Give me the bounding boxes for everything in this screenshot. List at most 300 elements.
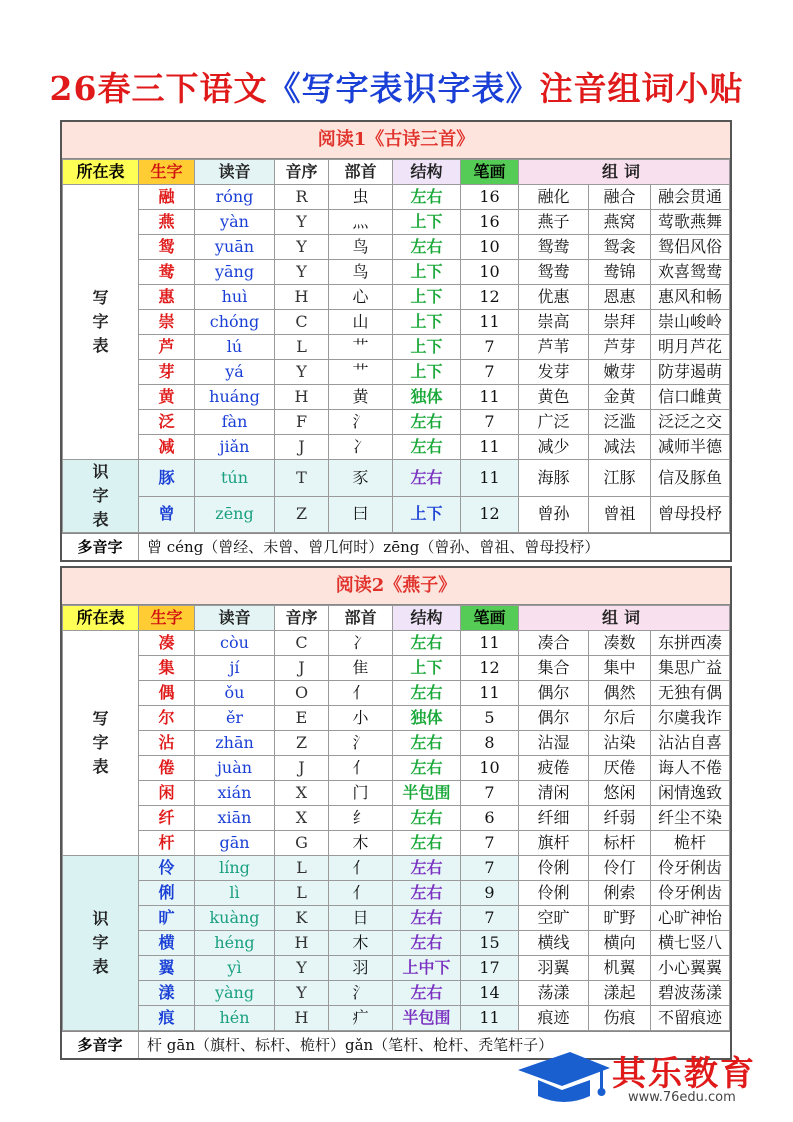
word-1-cell: 曾孙 [519,496,589,533]
sound-order-cell: H [275,931,329,956]
character-cell: 伶 [139,856,195,881]
word-1-cell: 优惠 [519,285,589,310]
character-table [62,159,730,533]
pinyin-cell: chóng [195,310,275,335]
word-3-cell: 心旷神怡 [651,906,730,931]
strokes-cell: 14 [461,981,519,1006]
write-table-row [63,831,730,856]
strokes-cell: 12 [461,656,519,681]
header-location: 所在表 [63,606,139,631]
word-3-cell: 防芽遏萌 [651,360,730,385]
word-2-cell: 金黄 [589,385,651,410]
word-3-cell: 沾沾自喜 [651,731,730,756]
structure-cell: 左右 [393,856,461,881]
word-3-cell: 无独有偶 [651,681,730,706]
pinyin-cell: róng [195,185,275,210]
pinyin-cell: yāng [195,260,275,285]
sound-order-cell: L [275,881,329,906]
character-cell: 曾 [139,496,195,533]
header-structure: 结构 [393,160,461,185]
word-1-cell: 减少 [519,435,589,460]
radical-cell: 亻 [329,681,393,706]
header-radical: 部首 [329,160,393,185]
character-cell: 旷 [139,906,195,931]
strokes-cell: 7 [461,410,519,435]
strokes-cell: 15 [461,931,519,956]
structure-cell: 上下 [393,656,461,681]
structure-cell: 左右 [393,681,461,706]
radical-cell: 鸟 [329,260,393,285]
word-3-cell: 伶牙俐齿 [651,856,730,881]
structure-cell: 上下 [393,335,461,360]
word-3-cell: 减师半德 [651,435,730,460]
recog-table-row [63,496,730,533]
strokes-cell: 11 [461,681,519,706]
pinyin-cell: gān [195,831,275,856]
structure-cell: 左右 [393,460,461,497]
strokes-cell: 11 [461,310,519,335]
sound-order-cell: T [275,460,329,497]
word-1-cell: 沾湿 [519,731,589,756]
recog-table-row [63,981,730,1006]
sound-order-cell: G [275,831,329,856]
word-1-cell: 鸳鸯 [519,235,589,260]
write-table-row [63,260,730,285]
watermark-name: 其乐教育 [612,1054,756,1094]
word-3-cell: 桅杆 [651,831,730,856]
write-table-row [63,435,730,460]
word-2-cell: 俐索 [589,881,651,906]
word-2-cell: 江豚 [589,460,651,497]
sound-order-cell: F [275,410,329,435]
structure-cell: 半包围 [393,1006,461,1031]
character-cell: 豚 [139,460,195,497]
title-part-1: 26春三下语文 [49,69,268,108]
character-cell: 惠 [139,285,195,310]
word-3-cell: 明月芦花 [651,335,730,360]
radical-cell: 黄 [329,385,393,410]
sound-order-cell: C [275,631,329,656]
word-2-cell: 旷野 [589,906,651,931]
radical-cell: 小 [329,706,393,731]
pinyin-cell: tún [195,460,275,497]
word-3-cell: 不留痕迹 [651,1006,730,1031]
pinyin-cell: zhān [195,731,275,756]
word-2-cell: 尔后 [589,706,651,731]
word-2-cell: 厌倦 [589,756,651,781]
recog-table-row [63,931,730,956]
pinyin-cell: jí [195,656,275,681]
word-1-cell: 羽翼 [519,956,589,981]
structure-cell: 左右 [393,806,461,831]
sound-order-cell: H [275,385,329,410]
word-3-cell: 小心翼翼 [651,956,730,981]
sound-order-cell: Z [275,496,329,533]
strokes-cell: 7 [461,781,519,806]
word-1-cell: 芦苇 [519,335,589,360]
section-title: 阅读2《燕子》 [62,568,730,605]
pinyin-cell: hén [195,1006,275,1031]
pinyin-cell: yì [195,956,275,981]
polyphone-label: 多音字 [62,1032,139,1058]
structure-cell: 左右 [393,435,461,460]
word-2-cell: 机翼 [589,956,651,981]
strokes-cell: 11 [461,460,519,497]
character-cell: 偶 [139,681,195,706]
page-title [0,62,793,116]
sound-order-cell: Z [275,731,329,756]
strokes-cell: 10 [461,756,519,781]
word-2-cell: 标杆 [589,831,651,856]
pinyin-cell: ǒu [195,681,275,706]
strokes-cell: 5 [461,706,519,731]
header-row [63,160,730,185]
polyphone-row [62,533,730,560]
character-cell: 沾 [139,731,195,756]
write-table-row [63,631,730,656]
character-cell: 减 [139,435,195,460]
radical-cell: 艹 [329,360,393,385]
sound-order-cell: H [275,1006,329,1031]
header-order: 音序 [275,606,329,631]
word-3-cell: 东拼西凑 [651,631,730,656]
radical-cell: 亻 [329,881,393,906]
radical-cell: 虫 [329,185,393,210]
write-table-row [63,731,730,756]
write-table-row [63,756,730,781]
radical-cell: 木 [329,931,393,956]
character-cell: 杆 [139,831,195,856]
pinyin-cell: huáng [195,385,275,410]
sound-order-cell: K [275,906,329,931]
recog-table-row [63,856,730,881]
word-3-cell: 惠风和畅 [651,285,730,310]
sound-order-cell: J [275,435,329,460]
word-1-cell: 集合 [519,656,589,681]
pinyin-cell: huì [195,285,275,310]
pinyin-cell: fàn [195,410,275,435]
structure-cell: 上下 [393,360,461,385]
radical-cell: 鸟 [329,235,393,260]
structure-cell: 上下 [393,260,461,285]
recog-table-row [63,906,730,931]
word-2-cell: 芦芽 [589,335,651,360]
strokes-cell: 11 [461,385,519,410]
word-3-cell: 信及豚鱼 [651,460,730,497]
pinyin-cell: yàng [195,981,275,1006]
section-1-block [60,120,732,562]
word-2-cell: 恩惠 [589,285,651,310]
structure-cell: 左右 [393,906,461,931]
header-location: 所在表 [63,160,139,185]
word-3-cell: 崇山峻岭 [651,310,730,335]
sound-order-cell: Y [275,235,329,260]
radical-cell: 曰 [329,496,393,533]
structure-cell: 上下 [393,210,461,235]
word-3-cell: 碧波荡漾 [651,981,730,1006]
word-1-cell: 荡漾 [519,981,589,1006]
character-cell: 横 [139,931,195,956]
structure-cell: 半包围 [393,781,461,806]
pinyin-cell: lú [195,335,275,360]
word-2-cell: 燕窝 [589,210,651,235]
sound-order-cell: O [275,681,329,706]
header-character: 生字 [139,606,195,631]
word-1-cell: 疲倦 [519,756,589,781]
character-cell: 纤 [139,806,195,831]
character-cell: 闲 [139,781,195,806]
word-1-cell: 纤细 [519,806,589,831]
structure-cell: 上下 [393,285,461,310]
polyphone-text: 杆 gān（旗杆、标杆、桅杆）gǎn（笔杆、枪杆、秃笔杆子） [147,1036,554,1054]
word-2-cell: 沾染 [589,731,651,756]
structure-cell: 左右 [393,931,461,956]
write-table-label: 写 字 表 [63,631,139,856]
word-1-cell: 融化 [519,185,589,210]
write-table-row [63,385,730,410]
title-part-2: 《写字表识字表》 [267,69,540,108]
word-2-cell: 凑数 [589,631,651,656]
pinyin-cell: yá [195,360,275,385]
radical-cell: 亻 [329,756,393,781]
write-table-row [63,781,730,806]
sound-order-cell: C [275,310,329,335]
strokes-cell: 16 [461,210,519,235]
pinyin-cell: yuān [195,235,275,260]
radical-cell: 灬 [329,210,393,235]
strokes-cell: 8 [461,731,519,756]
pinyin-cell: còu [195,631,275,656]
write-table-row [63,806,730,831]
word-1-cell: 横线 [519,931,589,956]
polyphone-label: 多音字 [62,534,139,560]
watermark-url: www.76edu.com [628,1090,736,1105]
structure-cell: 独体 [393,385,461,410]
structure-cell: 左右 [393,631,461,656]
structure-cell: 上中下 [393,956,461,981]
strokes-cell: 12 [461,285,519,310]
structure-cell: 左右 [393,235,461,260]
word-2-cell: 泛滥 [589,410,651,435]
word-3-cell: 尔虞我诈 [651,706,730,731]
character-cell: 鸯 [139,260,195,285]
strokes-cell: 11 [461,435,519,460]
write-table-row [63,185,730,210]
word-2-cell: 减法 [589,435,651,460]
sound-order-cell: L [275,335,329,360]
header-pinyin: 读音 [195,606,275,631]
structure-cell: 左右 [393,731,461,756]
radical-cell: 艹 [329,335,393,360]
write-table-row [63,681,730,706]
word-3-cell: 伶牙俐齿 [651,881,730,906]
sound-order-cell: Y [275,956,329,981]
pinyin-cell: zēng [195,496,275,533]
strokes-cell: 16 [461,185,519,210]
graduation-cap-icon [512,1046,612,1106]
word-2-cell: 漾起 [589,981,651,1006]
word-2-cell: 融合 [589,185,651,210]
strokes-cell: 11 [461,1006,519,1031]
radical-cell: 氵 [329,981,393,1006]
recog-table-row [63,956,730,981]
radical-cell: 羽 [329,956,393,981]
character-cell: 痕 [139,1006,195,1031]
sound-order-cell: H [275,285,329,310]
section-title: 阅读1《古诗三首》 [62,122,730,159]
sound-order-cell: Y [275,260,329,285]
sound-order-cell: J [275,656,329,681]
header-order: 音序 [275,160,329,185]
word-1-cell: 燕子 [519,210,589,235]
word-3-cell: 泛泛之交 [651,410,730,435]
character-cell: 集 [139,656,195,681]
strokes-cell: 7 [461,906,519,931]
structure-cell: 左右 [393,185,461,210]
word-2-cell: 崇拜 [589,310,651,335]
character-cell: 尔 [139,706,195,731]
header-strokes: 笔画 [461,160,519,185]
radical-cell: 门 [329,781,393,806]
recog-table-row [63,460,730,497]
word-1-cell: 偶尔 [519,681,589,706]
radical-cell: 隹 [329,656,393,681]
pinyin-cell: juàn [195,756,275,781]
strokes-cell: 7 [461,831,519,856]
radical-cell: 冫 [329,435,393,460]
strokes-cell: 6 [461,806,519,831]
structure-cell: 左右 [393,410,461,435]
sound-order-cell: Y [275,981,329,1006]
pinyin-cell: héng [195,931,275,956]
recog-table-row [63,1006,730,1031]
strokes-cell: 12 [461,496,519,533]
write-table-row [63,410,730,435]
word-2-cell: 鸯锦 [589,260,651,285]
word-3-cell: 闲情逸致 [651,781,730,806]
radical-cell: 纟 [329,806,393,831]
strokes-cell: 9 [461,881,519,906]
structure-cell: 独体 [393,706,461,731]
word-2-cell: 悠闲 [589,781,651,806]
section-2-block [60,566,732,1060]
title-part-3: 注音组词小贴 [539,69,744,108]
character-cell: 泛 [139,410,195,435]
write-table-row [63,210,730,235]
word-1-cell: 伶俐 [519,881,589,906]
recog-table-label: 识 字 表 [63,856,139,1031]
radical-cell: 心 [329,285,393,310]
character-table [62,605,730,1031]
word-3-cell: 集思广益 [651,656,730,681]
character-cell: 芦 [139,335,195,360]
radical-cell: 氵 [329,410,393,435]
write-table-row [63,656,730,681]
header-radical: 部首 [329,606,393,631]
word-2-cell: 曾祖 [589,496,651,533]
character-cell: 燕 [139,210,195,235]
header-words: 组词 [519,160,730,185]
recog-table-row [63,881,730,906]
word-1-cell: 偶尔 [519,706,589,731]
word-2-cell: 纤弱 [589,806,651,831]
word-1-cell: 凑合 [519,631,589,656]
pinyin-cell: líng [195,856,275,881]
structure-cell: 上下 [393,496,461,533]
pinyin-cell: yàn [195,210,275,235]
pinyin-cell: xián [195,781,275,806]
word-3-cell: 纤尘不染 [651,806,730,831]
character-cell: 鸳 [139,235,195,260]
strokes-cell: 10 [461,235,519,260]
word-2-cell: 偶然 [589,681,651,706]
sound-order-cell: E [275,706,329,731]
write-table-row [63,360,730,385]
word-1-cell: 崇高 [519,310,589,335]
write-table-row [63,235,730,260]
sound-order-cell: R [275,185,329,210]
word-2-cell: 伶仃 [589,856,651,881]
strokes-cell: 7 [461,856,519,881]
word-1-cell: 海豚 [519,460,589,497]
write-table-row [63,335,730,360]
header-strokes: 笔画 [461,606,519,631]
word-1-cell: 发芽 [519,360,589,385]
sound-order-cell: J [275,756,329,781]
character-cell: 凑 [139,631,195,656]
radical-cell: 日 [329,906,393,931]
character-cell: 漾 [139,981,195,1006]
word-3-cell: 欢喜鸳鸯 [651,260,730,285]
word-1-cell: 广泛 [519,410,589,435]
write-table-row [63,285,730,310]
sound-order-cell: X [275,781,329,806]
word-2-cell: 横向 [589,931,651,956]
write-table-label: 写 字 表 [63,185,139,460]
word-1-cell: 痕迹 [519,1006,589,1031]
character-cell: 倦 [139,756,195,781]
write-table-row [63,310,730,335]
sound-order-cell: Y [275,360,329,385]
sound-order-cell: Y [275,210,329,235]
character-cell: 俐 [139,881,195,906]
header-pinyin: 读音 [195,160,275,185]
radical-cell: 氵 [329,731,393,756]
watermark [512,1036,788,1116]
header-structure: 结构 [393,606,461,631]
word-3-cell: 诲人不倦 [651,756,730,781]
word-3-cell: 信口雌黄 [651,385,730,410]
character-cell: 融 [139,185,195,210]
character-cell: 黄 [139,385,195,410]
pinyin-cell: xiān [195,806,275,831]
character-cell: 芽 [139,360,195,385]
radical-cell: 冫 [329,631,393,656]
word-3-cell: 横七竖八 [651,931,730,956]
sound-order-cell: L [275,856,329,881]
character-cell: 崇 [139,310,195,335]
word-3-cell: 莺歌燕舞 [651,210,730,235]
pinyin-cell: jiǎn [195,435,275,460]
structure-cell: 左右 [393,881,461,906]
radical-cell: 豕 [329,460,393,497]
structure-cell: 上下 [393,310,461,335]
header-row [63,606,730,631]
structure-cell: 左右 [393,756,461,781]
polyphone-text: 曾 céng（曾经、未曾、曾几何时）zēng（曾孙、曾祖、曾母投杼） [147,538,600,556]
pinyin-cell: lì [195,881,275,906]
strokes-cell: 7 [461,360,519,385]
